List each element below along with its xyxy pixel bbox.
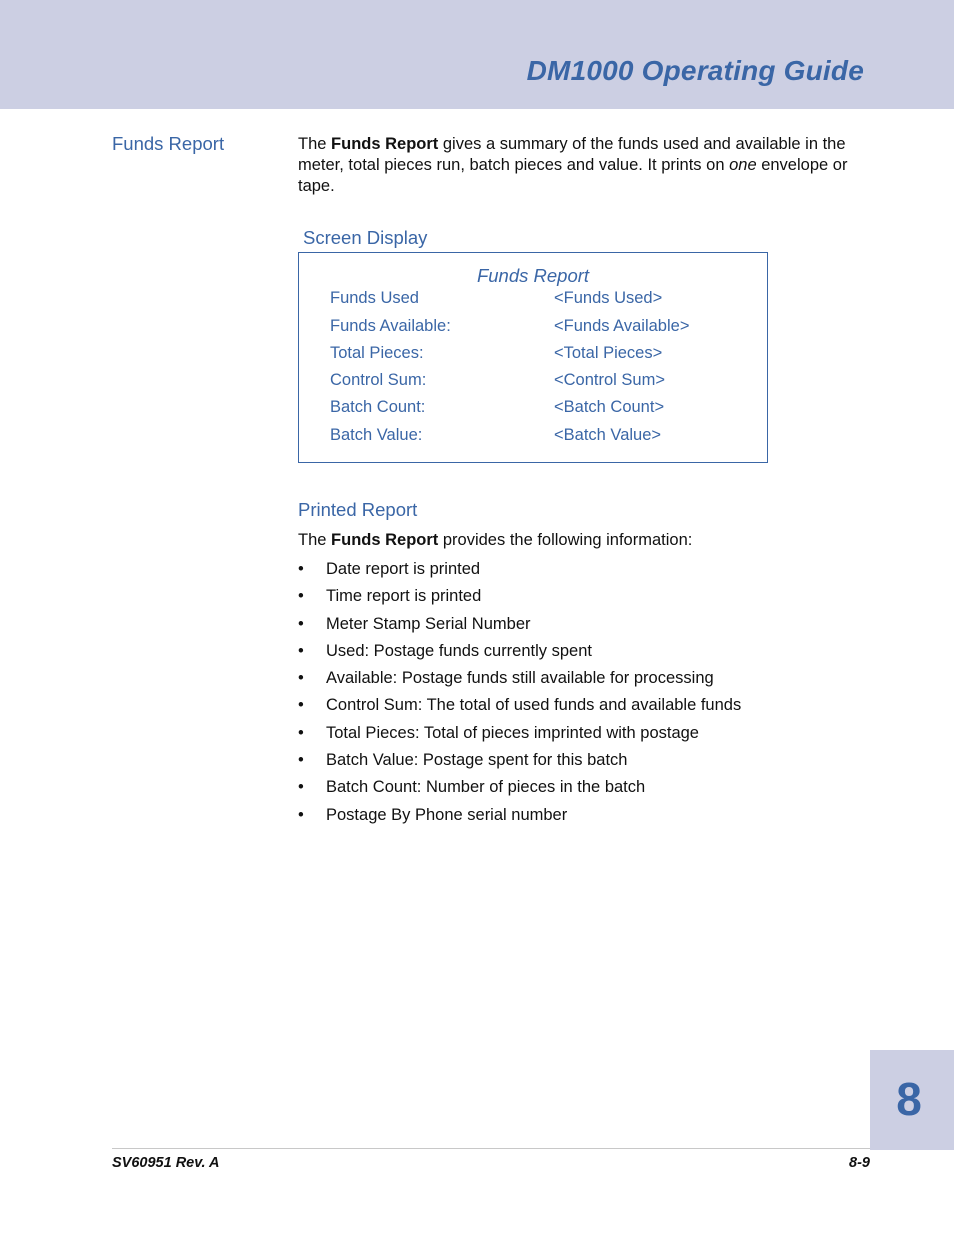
display-title: Funds Report: [476, 265, 590, 286]
list-item-text: Available: Postage funds still available for processing: [326, 669, 714, 688]
list-item: [298, 694, 818, 721]
list-item: [298, 667, 818, 694]
list-item-text: Meter Stamp Serial Number: [326, 614, 531, 633]
bullet-icon: •: [298, 778, 304, 797]
bullet-icon: •: [298, 614, 304, 633]
list-item: [298, 804, 818, 831]
printed-intro-after: provides the following information:: [438, 531, 693, 549]
intro-italic-term: one: [729, 156, 757, 174]
display-row-batch-value: [330, 426, 757, 448]
display-label: Funds Used: [330, 289, 419, 307]
printed-report-intro: [298, 531, 692, 550]
display-label: Funds Available:: [330, 317, 451, 335]
list-item: [298, 776, 818, 803]
intro-paragraph: [298, 134, 873, 197]
guide-title: DM1000 Operating Guide: [526, 55, 864, 86]
display-row-control-sum: [330, 371, 757, 393]
printed-intro-bold: Funds Report: [331, 531, 439, 549]
printed-intro-before: The: [298, 531, 332, 549]
display-label: Batch Value:: [330, 426, 423, 444]
display-row-funds-used: [330, 289, 757, 311]
list-item: [298, 722, 818, 749]
screen-display-heading: Screen Display: [303, 227, 428, 248]
bullet-icon: •: [298, 669, 304, 688]
bullet-icon: •: [298, 587, 304, 606]
list-item: [298, 585, 818, 612]
intro-text-after: envelope or tape.: [298, 156, 848, 195]
display-row-funds-available: [330, 317, 757, 339]
list-item-text: Date report is printed: [326, 560, 481, 578]
bullet-icon: •: [298, 751, 304, 770]
list-item-text: Batch Count: Number of pieces in the batch: [326, 778, 646, 797]
display-row-total-pieces: [330, 344, 757, 366]
screen-display-box: [298, 252, 768, 463]
list-item-text: Batch Value: Postage spent for this batch: [326, 751, 628, 770]
display-value: <Control Sum>: [554, 371, 665, 389]
list-item-text: Used: Postage funds currently spent: [326, 641, 592, 660]
chapter-number: 8: [896, 1073, 922, 1125]
intro-text-middle: gives a summary of the funds used and available in the meter, total pieces run, batch pieces and value. It prints on: [298, 135, 846, 174]
bullet-icon: •: [298, 641, 304, 660]
chapter-tab: [870, 1050, 954, 1150]
display-value: <Total Pieces>: [554, 344, 663, 362]
display-label: Control Sum:: [330, 371, 427, 389]
display-value: <Batch Count>: [554, 398, 665, 416]
list-item-text: Total Pieces: Total of pieces imprinted with postage: [326, 723, 699, 742]
display-value: <Batch Value>: [554, 426, 662, 444]
printed-report-heading: Printed Report: [298, 499, 418, 520]
display-value: <Funds Used>: [554, 289, 663, 307]
printed-report-list: [298, 558, 818, 831]
intro-bold-term: Funds Report: [331, 135, 439, 153]
bullet-icon: •: [298, 805, 304, 824]
list-item: [298, 640, 818, 667]
footer-divider: [112, 1148, 870, 1149]
display-value: <Funds Available>: [554, 317, 690, 335]
display-label: Total Pieces:: [330, 344, 424, 362]
footer-page-number: 8-9: [849, 1155, 870, 1171]
list-item: [298, 558, 818, 585]
list-item-text: Postage By Phone serial number: [326, 805, 568, 824]
footer-doc-revision: SV60951 Rev. A: [112, 1155, 220, 1171]
display-row-batch-count: [330, 398, 757, 420]
bullet-icon: •: [298, 723, 304, 742]
display-label: Batch Count:: [330, 398, 426, 416]
list-item-text: Control Sum: The total of used funds and available funds: [326, 696, 742, 715]
bullet-icon: •: [298, 560, 304, 578]
bullet-icon: •: [298, 696, 304, 715]
section-heading: Funds Report: [112, 133, 225, 154]
list-item: [298, 749, 818, 776]
list-item: [298, 613, 818, 640]
intro-text-before: The: [298, 135, 332, 153]
list-item-text: Time report is printed: [326, 587, 482, 606]
